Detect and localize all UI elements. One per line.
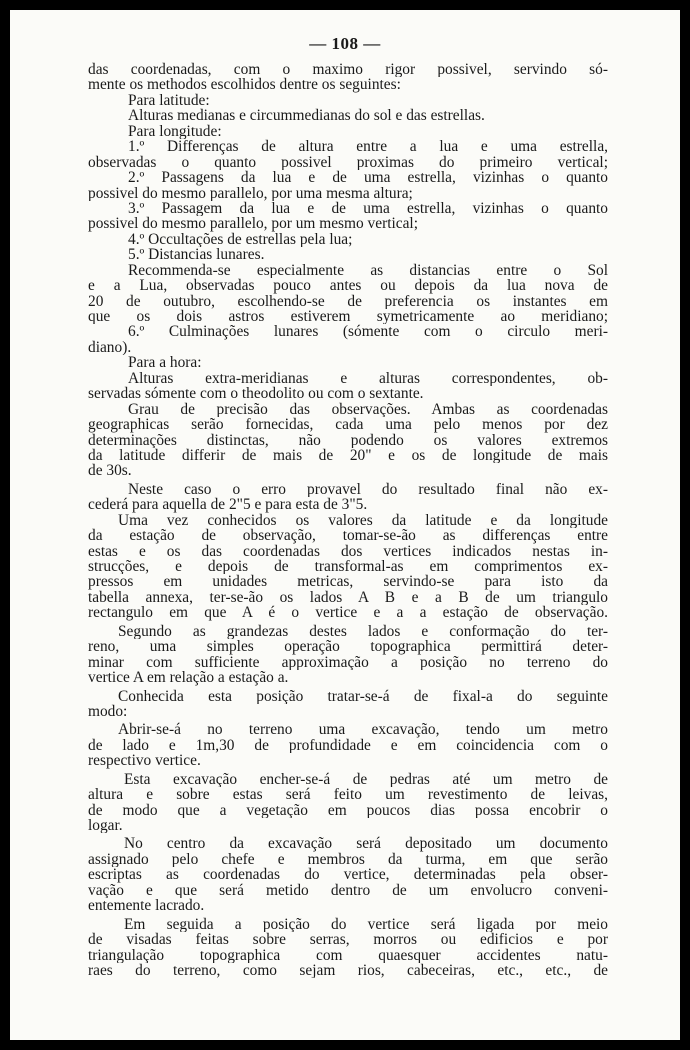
text-line: Conhecida esta posição tratar-se-á de fixal-a do seguinte — [118, 688, 608, 704]
text-line: de modo que a vegetação em poucos dias possa encobrir o — [88, 802, 608, 818]
text-line: respectivo vertice. — [88, 753, 201, 769]
text-line: assignado pelo chefe e membros da turma, em que serão — [88, 851, 608, 868]
page-number: — 108 — — [309, 34, 381, 53]
text-line: 1.º Differenças de altura entre a lua e uma estrella, — [128, 139, 608, 155]
text-line: e a Lua, observadas pouco antes ou depois da lua nova de — [88, 278, 608, 294]
text-line: 4.º Occultações de estrellas pela lua; — [128, 231, 353, 248]
text-line: diano). — [88, 339, 132, 356]
text-line: Segundo as grandezas destes lados e conformação do ter- — [118, 623, 608, 640]
section-heading: Para a hora: — [128, 355, 202, 371]
text-line: Neste caso o erro provavel do resultado final não ex- — [128, 481, 608, 498]
text-line: da estação de observação, tomar-se-ão as differenças entre — [88, 528, 608, 544]
text-line: No centro da excavação será depositado um documento — [124, 836, 608, 852]
text-line: da latitude differir de mais de 20" e os de longitude de mais — [88, 447, 608, 464]
text-line: de lado e 1m,30 de profundidade e em coincidencia com o — [88, 737, 608, 754]
text-line: estas e os das coordenadas dos vertices indicados nestas in- — [88, 543, 608, 559]
text-line: Alturas medianas e circummedianas do sol e das estrellas. — [128, 108, 485, 124]
text-line: que os dois astros estiverem symetricamente ao meridiano; — [88, 309, 608, 325]
text-line: cederá para aquella de 2"5 e para esta de 3"5. — [88, 497, 368, 513]
text-line: 6.º Culminações lunares (sómente com o circulo meri- — [128, 324, 608, 340]
text-line: Esta excavação encher-se-á de pedras até um metro de — [124, 771, 608, 788]
text-line: entemente lacrado. — [88, 898, 205, 914]
text-line: tabella annexa, ter-se-ão os lados A B e a B de um triangulo — [88, 589, 608, 606]
text-line: Uma vez conhecidos os valores da latitude e da longitude — [118, 512, 608, 529]
text-line: 3.º Passagem da lua e de uma estrella, vizinhas o quanto — [128, 200, 608, 217]
text-line: modo: — [88, 703, 128, 720]
text-line: determinações distinctas, não podendo os valores extremos — [88, 432, 608, 448]
text-line: strucções, e depois de transformal-as em comprimentos ex- — [88, 559, 608, 575]
body-text — [88, 62, 608, 978]
text-line: minar com sufficiente approximação a posição no terreno do — [88, 654, 608, 671]
text-line: Abrir-se-á no terreno uma excavação, tendo um metro — [118, 722, 608, 738]
text-line: de visadas feitas sobre serras, morros ou edificios e por — [88, 932, 608, 948]
text-line: observadas o quanto possivel proximas do primeiro vertical; — [88, 154, 608, 171]
text-line: logar. — [88, 818, 123, 834]
text-line: Grau de precisão das observações. Ambas as coordenadas — [128, 401, 608, 418]
text-line: 2.º Passagens da lua e de uma estrella, vizinhas o quanto — [128, 170, 608, 186]
section-heading: Para longitude: — [128, 123, 222, 140]
text-line: reno, uma simples operação topographica permittirá deter- — [88, 639, 608, 655]
text-line: Recommenda-se especialmente as distancias entre o Sol — [128, 262, 608, 279]
text-line: de 30s. — [88, 463, 132, 479]
text-line: Alturas extra-meridianas e alturas correspondentes, ob- — [128, 370, 608, 387]
text-line: pressos em unidades metricas, servindo-se para isto da — [88, 574, 608, 590]
text-line: triangulação topographica com quaesquer accidentes natu- — [88, 947, 608, 963]
text-line: servadas sómente com o theodolito ou com o sextante. — [88, 386, 424, 402]
text-line: possivel do mesmo parallelo, por um mesmo vertical; — [88, 216, 418, 232]
text-line: possivel do mesmo parallelo, por uma mesma altura; — [88, 185, 413, 201]
text-line: escriptas as coordenadas do vertice, determinadas pela obser- — [88, 867, 608, 883]
text-line: 20 de outubro, escolhendo-se de preferencia os instantes em — [88, 293, 608, 309]
text-line: das coordenadas, com o maximo rigor possivel, servindo só- — [88, 62, 608, 78]
document-page — [10, 10, 680, 1040]
text-line: mente os methodos escolhidos dentre os seguintes: — [88, 77, 401, 93]
text-line: vertice A em relação a estação a. — [88, 670, 289, 686]
text-line: altura e sobre estas será feito um revestimento de leivas, — [88, 787, 608, 803]
text-line: geographicas serão fornecidas, cada uma pelo menos por dez — [88, 417, 608, 433]
text-line: rectangulo em que A é o vertice e a a estação de observação. — [88, 605, 608, 621]
section-heading: Para latitude: — [128, 92, 210, 109]
text-line: raes do terreno, como sejam rios, cabeceiras, etc., etc., de — [88, 962, 608, 979]
text-line: Em seguida a posição do vertice será ligada por meio — [124, 916, 608, 933]
text-line: 5.º Distancias lunares. — [128, 247, 265, 263]
text-line: vação e que será metido dentro de um envolucro conveni- — [88, 882, 608, 899]
